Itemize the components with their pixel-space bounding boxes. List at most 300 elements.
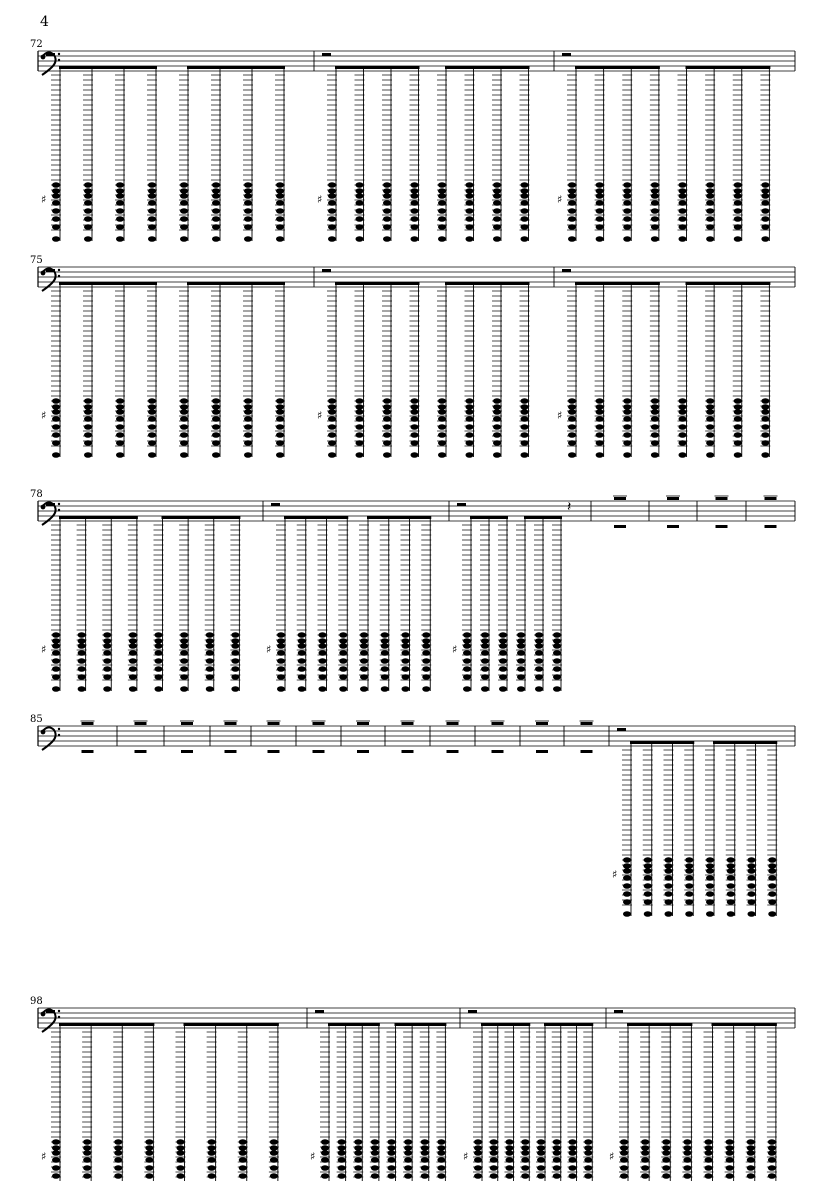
notehead (493, 432, 501, 438)
notehead (535, 643, 543, 649)
chord (403, 1026, 413, 1181)
notehead (748, 863, 756, 869)
notehead (726, 1173, 734, 1179)
notehead (208, 1157, 216, 1163)
notehead (145, 1165, 153, 1171)
notehead (747, 1173, 755, 1179)
notehead (438, 416, 446, 422)
notehead (437, 1157, 445, 1163)
notehead (52, 200, 60, 206)
notehead (553, 1145, 561, 1151)
notehead (356, 193, 364, 199)
notehead (568, 208, 576, 214)
notehead (768, 911, 776, 917)
notehead (52, 1157, 60, 1163)
whole-rest (562, 269, 571, 272)
notehead (481, 658, 489, 664)
notehead (705, 1173, 713, 1179)
notehead (148, 200, 156, 206)
notehead (685, 857, 693, 863)
notehead (537, 1150, 545, 1156)
notehead (276, 452, 284, 458)
notehead (499, 674, 507, 680)
notehead (148, 404, 156, 410)
notehead (244, 208, 252, 214)
notehead (276, 208, 284, 214)
notehead (339, 632, 347, 638)
notehead (180, 193, 188, 199)
whole-rest (181, 722, 193, 725)
notehead (437, 1145, 445, 1151)
notehead (748, 911, 756, 917)
notehead (623, 857, 631, 863)
notehead (52, 650, 60, 656)
notehead (662, 1139, 670, 1145)
notehead (679, 224, 687, 230)
chord (355, 285, 365, 458)
notehead (768, 1139, 776, 1145)
notehead (644, 868, 652, 874)
notehead (404, 1157, 412, 1163)
notehead (535, 638, 543, 644)
notehead (339, 650, 347, 656)
notehead (553, 686, 561, 692)
notehead (665, 911, 673, 917)
notehead (706, 452, 714, 458)
notehead (537, 1145, 545, 1151)
notehead (78, 638, 86, 644)
notehead (212, 224, 220, 230)
notehead (411, 409, 419, 415)
notehead (381, 686, 389, 692)
notehead (474, 1139, 482, 1145)
notehead (116, 182, 124, 188)
notehead (706, 863, 714, 869)
notehead (244, 182, 252, 188)
notehead (84, 208, 92, 214)
notehead (568, 440, 576, 446)
notehead (148, 216, 156, 222)
measure (317, 53, 530, 242)
sharp-icon: ♯ (41, 1150, 47, 1163)
notehead (596, 216, 604, 222)
sharp-icon: ♯ (41, 409, 47, 422)
measure (310, 1010, 446, 1181)
notehead (683, 1150, 691, 1156)
chord (705, 69, 715, 242)
notehead (726, 1145, 734, 1151)
chord (492, 285, 502, 458)
notehead (212, 200, 220, 206)
notehead (411, 224, 419, 230)
notehead (383, 200, 391, 206)
notehead (623, 891, 631, 897)
notehead (52, 216, 60, 222)
notehead (651, 416, 659, 422)
chord (102, 519, 112, 692)
notehead (521, 224, 529, 230)
chord (583, 1026, 593, 1181)
notehead (52, 674, 60, 680)
notehead (276, 182, 284, 188)
notehead (319, 632, 327, 638)
beam (59, 1023, 154, 1026)
notehead (437, 1165, 445, 1171)
whole-rest (46, 53, 55, 56)
notehead (466, 216, 474, 222)
notehead (276, 432, 284, 438)
beam (524, 516, 562, 519)
notehead (679, 440, 687, 446)
notehead (411, 424, 419, 430)
whole-rest (765, 497, 777, 500)
notehead (206, 632, 214, 638)
notehead (212, 182, 220, 188)
notehead (474, 1150, 482, 1156)
notehead (244, 432, 252, 438)
notehead (706, 440, 714, 446)
notehead (517, 658, 525, 664)
chord (238, 1026, 248, 1181)
notehead (641, 1139, 649, 1145)
notehead (411, 416, 419, 422)
notehead (568, 424, 576, 430)
notehead (78, 674, 86, 680)
notehead (339, 658, 347, 664)
whole-rest (315, 1010, 324, 1013)
notehead (78, 658, 86, 664)
notehead (521, 188, 529, 194)
notehead (206, 650, 214, 656)
whole-rest (614, 1010, 623, 1013)
beam (187, 66, 285, 69)
chord (370, 1026, 380, 1181)
notehead (726, 1139, 734, 1145)
chord (297, 519, 307, 692)
notehead (208, 1173, 216, 1179)
notehead (535, 674, 543, 680)
notehead (705, 1165, 713, 1171)
notehead (463, 686, 471, 692)
notehead (180, 200, 188, 206)
notehead (356, 182, 364, 188)
notehead (83, 1173, 91, 1179)
chord (338, 519, 348, 692)
notehead (438, 236, 446, 242)
notehead (596, 432, 604, 438)
notehead (212, 452, 220, 458)
notehead (466, 424, 474, 430)
notehead (493, 452, 501, 458)
notehead (493, 236, 501, 242)
notehead (438, 216, 446, 222)
notehead (354, 1165, 362, 1171)
notehead (623, 404, 631, 410)
whole-rest (322, 53, 331, 56)
notehead (727, 875, 735, 881)
notehead (383, 416, 391, 422)
chord (205, 519, 215, 692)
notehead (493, 224, 501, 230)
notehead (623, 236, 631, 242)
notehead (212, 208, 220, 214)
notehead (83, 1157, 91, 1163)
notehead (596, 452, 604, 458)
notehead (517, 674, 525, 680)
notehead (584, 1150, 592, 1156)
notehead (383, 398, 391, 404)
notehead (356, 224, 364, 230)
notehead (244, 452, 252, 458)
notehead (411, 398, 419, 404)
notehead (180, 404, 188, 410)
notehead (481, 666, 489, 672)
measure (317, 269, 530, 458)
beam (187, 282, 285, 285)
notehead (651, 409, 659, 415)
notehead (383, 182, 391, 188)
notehead (705, 1157, 713, 1163)
chord (678, 69, 688, 242)
notehead (83, 1165, 91, 1171)
notehead (665, 868, 673, 874)
chord (534, 519, 544, 692)
notehead (438, 200, 446, 206)
notehead (208, 1165, 216, 1171)
notehead (727, 868, 735, 874)
notehead (411, 182, 419, 188)
notehead (103, 632, 111, 638)
notehead (404, 1165, 412, 1171)
notehead (553, 650, 561, 656)
notehead (568, 200, 576, 206)
chord (595, 285, 605, 458)
chord (664, 744, 674, 917)
notehead (641, 1157, 649, 1163)
notehead (706, 875, 714, 881)
notehead (596, 404, 604, 410)
notehead (466, 452, 474, 458)
chord (436, 1026, 446, 1181)
notehead (244, 193, 252, 199)
notehead (651, 432, 659, 438)
chord (41, 285, 61, 458)
chord (410, 285, 420, 458)
notehead (276, 224, 284, 230)
notehead (706, 182, 714, 188)
notehead (180, 208, 188, 214)
notehead (277, 686, 285, 692)
notehead (129, 686, 137, 692)
whole-rest (492, 750, 504, 753)
notehead (553, 1173, 561, 1179)
notehead (239, 1139, 247, 1145)
notehead (761, 224, 769, 230)
notehead (276, 404, 284, 410)
notehead (356, 404, 364, 410)
notehead (463, 632, 471, 638)
notehead (114, 1139, 122, 1145)
notehead (52, 432, 60, 438)
chord (115, 69, 125, 242)
notehead (683, 1173, 691, 1179)
notehead (506, 1139, 514, 1145)
whole-rest (614, 525, 626, 528)
notehead (517, 632, 525, 638)
notehead (276, 409, 284, 415)
notehead (569, 1165, 577, 1171)
chord (207, 1026, 217, 1181)
notehead (727, 863, 735, 869)
notehead (493, 416, 501, 422)
chord (176, 1026, 186, 1181)
notehead (683, 1157, 691, 1163)
notehead (438, 188, 446, 194)
notehead (244, 404, 252, 410)
chord (489, 1026, 499, 1181)
notehead (521, 182, 529, 188)
notehead (734, 224, 742, 230)
notehead (84, 409, 92, 415)
notehead (679, 452, 687, 458)
sharp-icon: ♯ (612, 868, 618, 881)
chord (243, 285, 253, 458)
notehead (404, 1173, 412, 1179)
notehead (206, 638, 214, 644)
chord (41, 1026, 61, 1181)
notehead (180, 424, 188, 430)
notehead (84, 398, 92, 404)
notehead (270, 1150, 278, 1156)
chord (733, 285, 743, 458)
notehead (568, 188, 576, 194)
notehead (148, 208, 156, 214)
notehead (706, 188, 714, 194)
notehead (328, 424, 336, 430)
notehead (114, 1145, 122, 1151)
notehead (644, 883, 652, 889)
notehead (239, 1165, 247, 1171)
chord (154, 519, 164, 692)
notehead (116, 208, 124, 214)
notehead (665, 883, 673, 889)
chord (640, 1026, 650, 1181)
notehead (569, 1139, 577, 1145)
notehead (338, 1173, 346, 1179)
notehead (411, 188, 419, 194)
notehead (493, 404, 501, 410)
notehead (623, 182, 631, 188)
whole-rest (135, 750, 147, 753)
notehead (52, 236, 60, 242)
whole-rest (271, 503, 280, 506)
notehead (422, 666, 430, 672)
notehead (421, 1145, 429, 1151)
whole-rest (617, 728, 626, 731)
notehead (52, 1139, 60, 1145)
notehead (83, 1139, 91, 1145)
notehead (338, 1139, 346, 1145)
notehead (584, 1173, 592, 1179)
notehead (679, 200, 687, 206)
notehead (402, 650, 410, 656)
notehead (553, 1165, 561, 1171)
notehead (568, 224, 576, 230)
notehead (535, 686, 543, 692)
notehead (155, 650, 163, 656)
notehead (338, 1165, 346, 1171)
notehead (129, 674, 137, 680)
notehead (360, 643, 368, 649)
notehead (116, 224, 124, 230)
notehead (129, 666, 137, 672)
notehead (705, 1139, 713, 1145)
notehead (499, 643, 507, 649)
notehead (734, 200, 742, 206)
notehead (116, 432, 124, 438)
notehead (438, 208, 446, 214)
notehead (499, 666, 507, 672)
notehead (734, 208, 742, 214)
notehead (404, 1139, 412, 1145)
notehead (623, 868, 631, 874)
notehead (231, 686, 239, 692)
notehead (569, 1157, 577, 1163)
beam (184, 1023, 279, 1026)
notehead (679, 424, 687, 430)
notehead (339, 674, 347, 680)
notehead (596, 208, 604, 214)
notehead (338, 1157, 346, 1163)
whole-rest (716, 497, 728, 500)
notehead (244, 416, 252, 422)
notehead (277, 638, 285, 644)
notehead (493, 216, 501, 222)
beam (445, 66, 530, 69)
notehead (103, 638, 111, 644)
staff-system-1 (38, 51, 795, 242)
staff-system-4 (38, 721, 795, 917)
notehead (180, 643, 188, 649)
notehead (84, 182, 92, 188)
chord (557, 285, 577, 458)
notehead (768, 1173, 776, 1179)
notehead (596, 182, 604, 188)
staff-system-2 (38, 267, 795, 458)
notehead (52, 1150, 60, 1156)
chord (557, 69, 577, 242)
notehead (438, 224, 446, 230)
notehead (402, 638, 410, 644)
notehead (103, 643, 111, 649)
notehead (620, 1173, 628, 1179)
notehead (768, 883, 776, 889)
notehead (734, 432, 742, 438)
chord (650, 69, 660, 242)
notehead (103, 650, 111, 656)
notehead (422, 638, 430, 644)
notehead (148, 440, 156, 446)
notehead (521, 200, 529, 206)
notehead (402, 643, 410, 649)
notehead (665, 899, 673, 905)
notehead (52, 638, 60, 644)
chord (83, 69, 93, 242)
notehead (481, 632, 489, 638)
notehead (244, 200, 252, 206)
notehead (679, 398, 687, 404)
notehead (466, 432, 474, 438)
